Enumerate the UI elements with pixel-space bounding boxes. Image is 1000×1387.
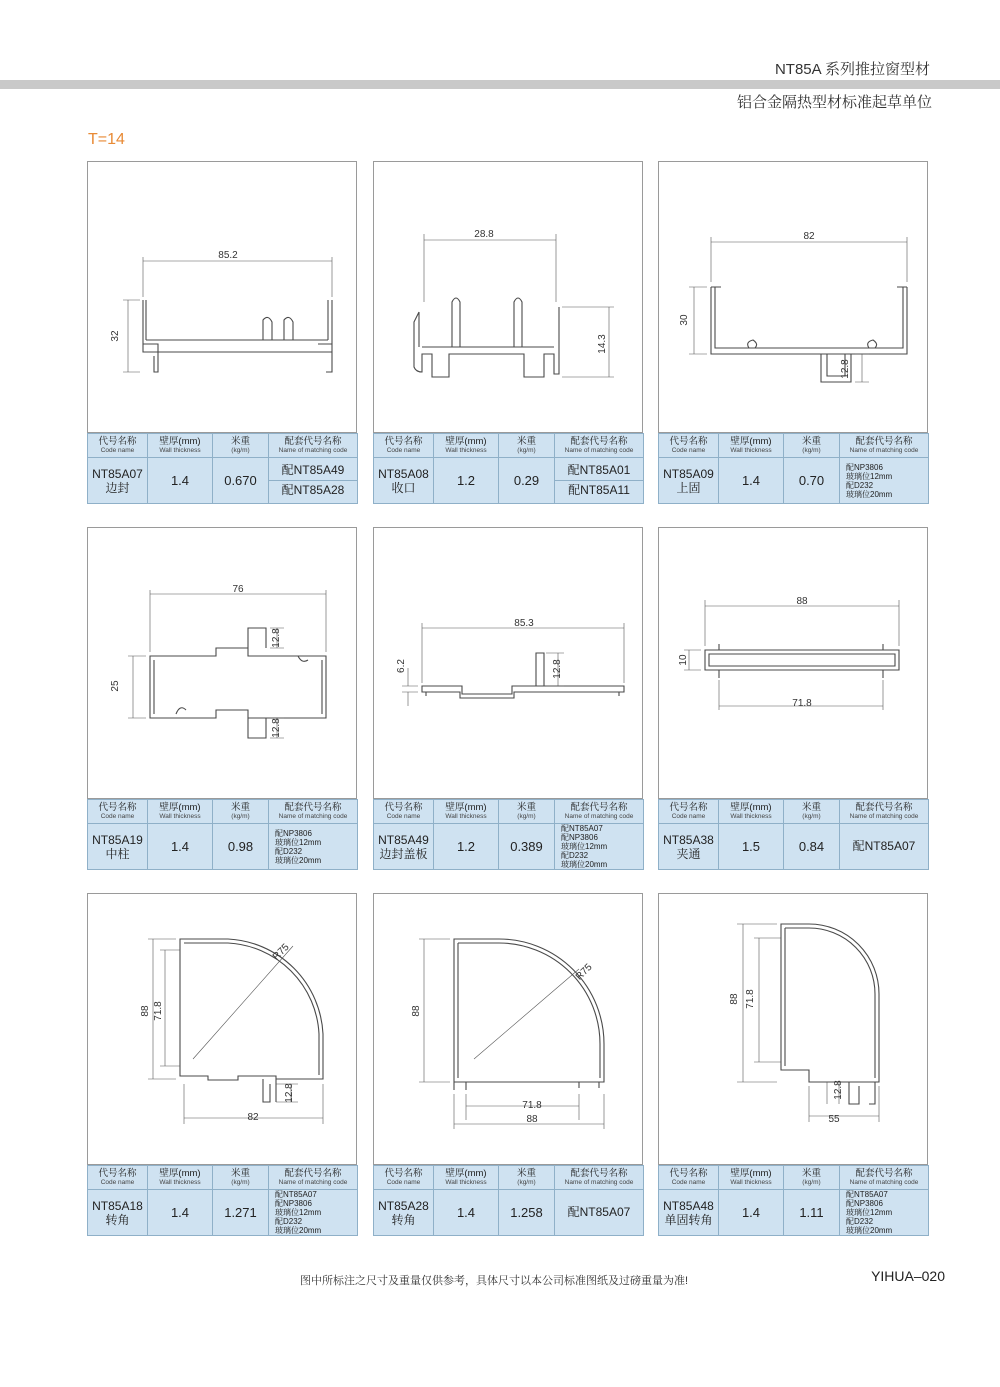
- matching-code: 配D232: [846, 480, 874, 490]
- weight: 0.29: [499, 458, 555, 504]
- weight: 1.258: [499, 1190, 555, 1236]
- header-weight-en: (kg/m): [231, 446, 250, 454]
- matching-code: 配NT85A28: [269, 480, 357, 500]
- dim-label: 85.3: [514, 618, 534, 629]
- code-name: NT85A09: [663, 466, 714, 481]
- dim-label: 55: [828, 1114, 840, 1125]
- spec-table: [658, 1165, 929, 1236]
- matching-code: 玻璃位12mm: [561, 842, 608, 851]
- header-code-en: Code name: [100, 446, 135, 454]
- header-match: 配套代号名称: [855, 1167, 913, 1179]
- profile-card: [658, 527, 928, 870]
- matching-code: 配NP3806: [846, 462, 883, 472]
- profile-outline: [705, 644, 899, 678]
- header-code-en: Code name: [100, 1178, 135, 1186]
- profile-card: [87, 161, 357, 504]
- weight: 0.670: [213, 458, 269, 504]
- header-code-en: Code name: [386, 1178, 421, 1186]
- profile-drawing-svg: [88, 894, 358, 1166]
- header-weight: 米重: [516, 1167, 536, 1179]
- spec-table: [373, 799, 644, 870]
- code-name: NT85A48: [663, 1198, 714, 1213]
- matching-code: 配NT85A07: [846, 1190, 888, 1199]
- header-match: 配套代号名称: [570, 1167, 628, 1179]
- profile-outline: [711, 287, 907, 382]
- header-wall-en: Wall thickness: [730, 1178, 772, 1186]
- profile-outline: [414, 298, 559, 377]
- matching-code: 配NT85A11: [555, 480, 643, 500]
- header-match-en: Name of matching code: [849, 812, 919, 820]
- header-match-en: Name of matching code: [564, 446, 634, 454]
- profile-drawing: [87, 893, 357, 1165]
- dim-label: 10: [678, 654, 689, 666]
- profile-outline: [781, 924, 879, 1104]
- header-wall: 壁厚(mm): [445, 435, 487, 447]
- dim-label: 12.8: [833, 1080, 844, 1100]
- header-code-en: Code name: [386, 446, 421, 454]
- matching-code: 配NT85A07: [561, 824, 603, 833]
- wall-thickness: 1.2: [434, 458, 499, 504]
- dim-label: 88: [729, 993, 740, 1005]
- header-wall: 壁厚(mm): [445, 1167, 487, 1179]
- code-name: NT85A19: [92, 832, 143, 847]
- dim-label: 14.3: [597, 334, 608, 354]
- header-wall-en: Wall thickness: [730, 446, 772, 454]
- dim-label: 88: [526, 1114, 538, 1125]
- header-match: 配套代号名称: [570, 435, 628, 447]
- header-weight: 米重: [230, 801, 250, 813]
- dim-label: 88: [140, 1005, 151, 1017]
- header-wall: 壁厚(mm): [445, 801, 487, 813]
- page-id: YIHUA–020: [871, 1268, 945, 1284]
- matching-code: 配D232: [561, 851, 589, 860]
- dim-label: 28.8: [474, 229, 494, 240]
- header-match-en: Name of matching code: [278, 812, 348, 820]
- dim-label: R75: [270, 941, 292, 963]
- matching-code: 配NT85A01: [567, 463, 631, 477]
- profile-name: 边封盖板: [379, 846, 428, 861]
- dim-label: 12.8: [284, 1083, 295, 1103]
- header-band: [0, 80, 1000, 89]
- header-code: 代号名称: [384, 435, 423, 447]
- dim-label: 12.8: [552, 659, 563, 679]
- header-wall: 壁厚(mm): [730, 801, 772, 813]
- header-wall: 壁厚(mm): [159, 801, 201, 813]
- header-weight-en: (kg/m): [517, 446, 536, 454]
- matching-code: 玻璃位12mm: [275, 1208, 322, 1217]
- header-match: 配套代号名称: [855, 801, 913, 813]
- header-match-en: Name of matching code: [564, 812, 634, 820]
- profile-drawing-svg: [88, 162, 358, 434]
- weight: 1.271: [213, 1190, 269, 1236]
- profile-drawing: [373, 161, 643, 433]
- header-wall-en: Wall thickness: [159, 812, 201, 820]
- profile-drawing-svg: [374, 528, 644, 800]
- spec-table: [658, 799, 929, 870]
- dim-label: 71.8: [522, 1100, 542, 1111]
- profile-card: [87, 527, 357, 870]
- spec-table: [87, 1165, 358, 1236]
- profile-drawing-svg: [374, 162, 644, 434]
- matching-code: 玻璃位12mm: [846, 471, 893, 481]
- header-match: 配套代号名称: [284, 1167, 342, 1179]
- header-wall: 壁厚(mm): [730, 435, 772, 447]
- dim-label: 6.2: [396, 659, 407, 673]
- header-weight-en: (kg/m): [802, 812, 821, 820]
- profile-drawing: [658, 893, 928, 1165]
- header-match: 配套代号名称: [284, 435, 342, 447]
- profile-drawing-svg: [374, 894, 644, 1166]
- profile-outline: [143, 300, 332, 372]
- profile-drawing: [658, 527, 928, 799]
- standard-subtitle: 铝合金隔热型材标准起草单位: [736, 94, 932, 111]
- profile-outline: [454, 939, 604, 1090]
- matching-code: 配NP3806: [561, 833, 598, 842]
- profile-card: [658, 161, 928, 504]
- profile-drawing-svg: [659, 894, 929, 1166]
- code-name: NT85A28: [378, 1198, 429, 1213]
- header-code: 代号名称: [98, 1167, 137, 1179]
- header-code: 代号名称: [98, 435, 137, 447]
- header-weight-en: (kg/m): [802, 1178, 821, 1186]
- header-code: 代号名称: [384, 1167, 423, 1179]
- header-weight-en: (kg/m): [517, 1178, 536, 1186]
- header-weight: 米重: [230, 435, 250, 447]
- header-code: 代号名称: [669, 1167, 708, 1179]
- header-weight: 米重: [516, 801, 536, 813]
- profile-name: 上固: [676, 480, 701, 495]
- wall-thickness: 1.4: [719, 458, 784, 504]
- code-name: NT85A18: [92, 1198, 143, 1213]
- header-wall-en: Wall thickness: [445, 446, 487, 454]
- wall-thickness: 1.5: [719, 824, 784, 870]
- matching-code: 配NT85A07: [567, 1205, 631, 1219]
- profile-drawing: [87, 527, 357, 799]
- header-match-en: Name of matching code: [564, 1178, 634, 1186]
- header-code-en: Code name: [386, 812, 421, 820]
- weight: 0.70: [784, 458, 840, 504]
- header-weight: 米重: [230, 1167, 250, 1179]
- profile-name: 转角: [391, 1212, 416, 1227]
- header-weight-en: (kg/m): [517, 812, 536, 820]
- header-weight: 米重: [801, 1167, 821, 1179]
- weight: 0.98: [213, 824, 269, 870]
- header-code-en: Code name: [671, 812, 706, 820]
- header-weight-en: (kg/m): [802, 446, 821, 454]
- matching-code: 玻璃位20mm: [846, 489, 893, 499]
- spec-table: [87, 799, 358, 870]
- wall-thickness: 1.4: [719, 1190, 784, 1236]
- matching-code: 玻璃位12mm: [846, 1208, 893, 1217]
- profile-drawing: [373, 893, 643, 1165]
- header-wall-en: Wall thickness: [159, 446, 201, 454]
- weight: 0.84: [784, 824, 840, 870]
- dim-label: 71.8: [792, 698, 812, 709]
- profile-drawing-svg: [88, 528, 358, 800]
- matching-code: 玻璃位12mm: [275, 837, 322, 847]
- footer-note: 图中所标注之尺寸及重量仅供参考，具体尺寸以本公司标准图纸及过磅重量为准!: [300, 1275, 689, 1287]
- profile-outline: [422, 653, 624, 698]
- profile-drawing: [658, 161, 928, 433]
- wall-thickness: 1.4: [148, 824, 213, 870]
- header-match-en: Name of matching code: [849, 1178, 919, 1186]
- header-code-en: Code name: [100, 812, 135, 820]
- dim-label: 71.8: [745, 989, 756, 1009]
- weight: 1.11: [784, 1190, 840, 1236]
- matching-code: 配NT85A49: [281, 463, 345, 477]
- weight: 0.389: [499, 824, 555, 870]
- header-code: 代号名称: [384, 801, 423, 813]
- code-name: NT85A08: [378, 466, 429, 481]
- matching-code: 玻璃位20mm: [846, 1226, 893, 1235]
- profile-card: [87, 893, 357, 1236]
- header-match: 配套代号名称: [570, 801, 628, 813]
- header-match: 配套代号名称: [284, 801, 342, 813]
- spec-table: [373, 433, 644, 504]
- dim-label: 71.8: [153, 1001, 164, 1021]
- profile-name: 边封: [105, 480, 130, 495]
- matching-code: 配NP3806: [275, 1199, 312, 1208]
- dim-label: 76: [232, 584, 244, 595]
- matching-code: 玻璃位20mm: [561, 860, 608, 869]
- matching-code: 配D232: [275, 846, 303, 856]
- spec-table: [658, 433, 929, 504]
- dim-label: 85.2: [218, 250, 238, 261]
- profile-name: 转角: [105, 1212, 130, 1227]
- header-wall-en: Wall thickness: [730, 812, 772, 820]
- matching-code: 配NT85A07: [275, 1190, 317, 1199]
- header-match-en: Name of matching code: [849, 446, 919, 454]
- header-code-en: Code name: [671, 1178, 706, 1186]
- profile-card: [373, 161, 643, 504]
- matching-code: 配NP3806: [275, 828, 312, 838]
- matching-code: 配NT85A07: [852, 839, 916, 853]
- series-title: NT85A 系列推拉窗型材: [774, 61, 930, 78]
- dim-label: 12.8: [271, 718, 282, 738]
- header-wall: 壁厚(mm): [159, 1167, 201, 1179]
- profile-drawing-svg: [659, 162, 929, 434]
- code-name: NT85A38: [663, 832, 714, 847]
- code-name: NT85A49: [378, 832, 429, 847]
- dim-label: 82: [803, 231, 815, 242]
- profile-name: 单固转角: [664, 1212, 713, 1227]
- profile-name: 收口: [391, 480, 416, 495]
- header-code: 代号名称: [669, 801, 708, 813]
- header-weight: 米重: [516, 435, 536, 447]
- thickness-label: T=14: [88, 131, 125, 148]
- profile-card: [373, 527, 643, 870]
- header-code-en: Code name: [671, 446, 706, 454]
- matching-code: 配D232: [846, 1217, 874, 1226]
- dim-label: 88: [411, 1005, 422, 1017]
- profile-outline: [180, 939, 323, 1102]
- header-wall: 壁厚(mm): [730, 1167, 772, 1179]
- code-name: NT85A07: [92, 466, 143, 481]
- profile-card: [373, 893, 643, 1236]
- header-weight: 米重: [801, 435, 821, 447]
- dim-label: 88: [796, 596, 808, 607]
- wall-thickness: 1.4: [148, 458, 213, 504]
- header-wall-en: Wall thickness: [445, 812, 487, 820]
- matching-code: 配D232: [275, 1217, 303, 1226]
- dim-label: 12.8: [840, 359, 851, 379]
- header-match-en: Name of matching code: [278, 1178, 348, 1186]
- matching-code: 玻璃位20mm: [275, 855, 322, 865]
- profile-name: 夹通: [676, 846, 701, 861]
- matching-code: 玻璃位20mm: [275, 1226, 322, 1235]
- profile-drawing: [87, 161, 357, 433]
- header-code: 代号名称: [669, 435, 708, 447]
- header-wall-en: Wall thickness: [445, 1178, 487, 1186]
- profile-drawing: [373, 527, 643, 799]
- dim-label: 82: [247, 1112, 259, 1123]
- header-match-en: Name of matching code: [278, 446, 348, 454]
- spec-table: [87, 433, 358, 504]
- profile-outline: [150, 628, 326, 738]
- profile-card: [658, 893, 928, 1236]
- header-code: 代号名称: [98, 801, 137, 813]
- dim-label: R75: [573, 961, 595, 983]
- wall-thickness: 1.4: [434, 1190, 499, 1236]
- spec-table: [373, 1165, 644, 1236]
- header-weight: 米重: [801, 801, 821, 813]
- dim-label: 32: [110, 330, 121, 342]
- dim-label: 12.8: [271, 628, 282, 648]
- matching-code: 配NP3806: [846, 1199, 883, 1208]
- header-weight-en: (kg/m): [231, 1178, 250, 1186]
- dim-label: 30: [679, 314, 690, 326]
- header-wall: 壁厚(mm): [159, 435, 201, 447]
- profile-drawing-svg: [659, 528, 929, 800]
- profile-name: 中柱: [105, 846, 130, 861]
- wall-thickness: 1.4: [148, 1190, 213, 1236]
- header-match: 配套代号名称: [855, 435, 913, 447]
- header-wall-en: Wall thickness: [159, 1178, 201, 1186]
- wall-thickness: 1.2: [434, 824, 499, 870]
- dim-label: 25: [110, 680, 121, 692]
- header-weight-en: (kg/m): [231, 812, 250, 820]
